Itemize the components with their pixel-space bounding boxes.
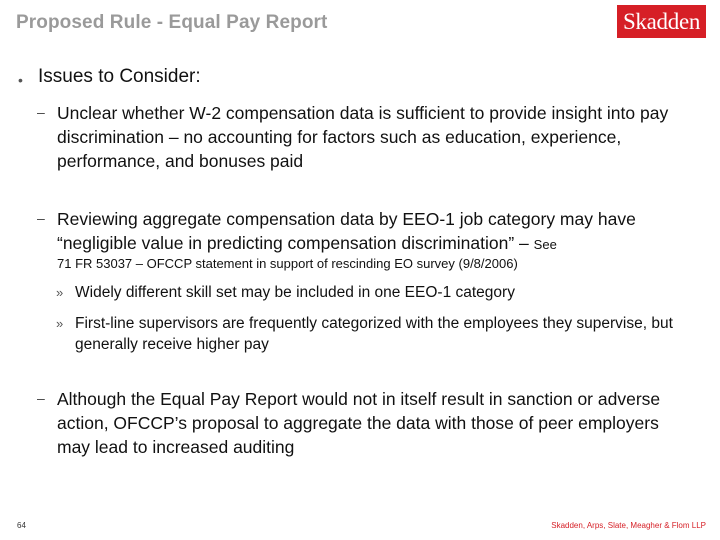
slide-title: Proposed Rule - Equal Pay Report <box>16 12 328 33</box>
page-number: 64 <box>17 521 26 530</box>
issue-item-aggregate <box>57 207 687 257</box>
sub-marker: » <box>56 285 64 300</box>
dash-marker: – <box>37 390 45 406</box>
issues-heading: Issues to Consider: <box>38 66 201 87</box>
citation-lead: See <box>533 237 557 252</box>
issue-item-aggregate-text: Reviewing aggregate compensation data by EEO-1 job category may have “negligible value in predicting compensation discrimination” – <box>57 209 636 253</box>
sub-marker: » <box>56 316 64 331</box>
issue-item-w2: Unclear whether W-2 compensation data is sufficient to provide insight into pay discrimination – no accounting for factors such as education, experience, performance, and bonuses paid <box>57 103 669 171</box>
sub-item-supervisors: First-line supervisors are frequently categorized with the employees they supervise, but generally receive higher pay <box>75 315 673 353</box>
issue-item-equal-pay-report: Although the Equal Pay Report would not in itself result in sanction or adverse action, OFCCP’s proposal to aggregate the data with those of peer employers may lead to increased auditing <box>57 389 661 457</box>
skadden-logo: Skadden <box>617 5 706 38</box>
footer-firm-name: Skadden, Arps, Slate, Meagher & Flom LLP <box>551 521 706 530</box>
sub-item-skill-set: Widely different skill set may be included in one EEO-1 category <box>75 284 515 301</box>
citation-text: 71 FR 53037 – OFCCP statement in support of rescinding EO survey (9/8/2006) <box>57 256 518 271</box>
dash-marker: – <box>37 210 45 226</box>
bullet-marker: • <box>18 72 23 88</box>
dash-marker: – <box>37 104 45 120</box>
